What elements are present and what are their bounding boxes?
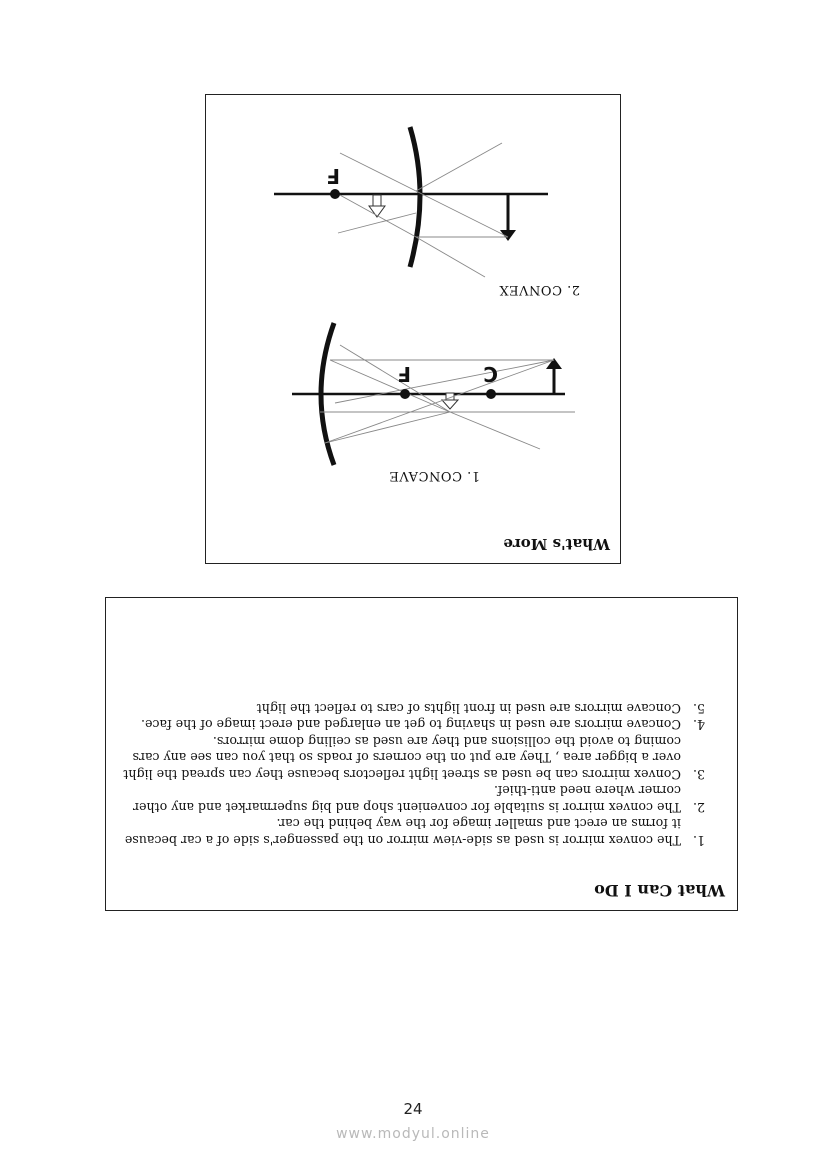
concave-focal-point [400,389,410,399]
concave-label: 1. CONCAVE [388,468,480,483]
convex-focal-point [330,189,340,199]
convex-f-label: F [326,164,340,188]
list-item: 1. The convex mirror is used as side-view mirror on the passenger's side of a car because it forms an erect and smaller image for the way behind the car. [124,816,705,848]
list-item: 3. Convex mirrors can be used as street light reflectors because they can spread the light over a bigger area , They are put on the corners of roads so that you can see any cars coming to avoid the collisions and they are used as ceiling dome mirrors. [123,734,705,782]
convex-object-arrowhead [500,230,516,241]
list-item: 4. Concave mirrors are used in shaving to get an enlarged and erect image of the face. [141,717,705,733]
what-can-i-do-box [105,597,738,911]
watermark: www.modyul.online [336,1126,490,1142]
concave-f-label: F [397,362,411,386]
concave-diagram [292,323,575,465]
convex-mirror [410,127,420,267]
list-item: 2. The convex mirror is suitable for convenient shop and big supermarket and any other corner where need anti-thief. [133,783,705,815]
what-can-i-do-section [105,597,738,911]
convex-label: 2. CONVEX [498,282,580,297]
whats-more-box [205,94,621,564]
concave-image-arrowhead [442,400,458,409]
uses-list [117,700,737,849]
whats-more-heading: What's More [503,535,610,553]
concave-center-point [486,389,496,399]
convex-diagram [274,127,548,277]
ray-diagrams [204,93,620,563]
concave-c-label: C [483,362,498,386]
whats-more-section [205,94,621,564]
page-number: 24 [403,1100,423,1118]
list-item: 5. Concave mirrors are used in front lights of cars to reflect the light [256,701,705,716]
what-can-i-do-heading: What Can I Do [594,881,725,900]
